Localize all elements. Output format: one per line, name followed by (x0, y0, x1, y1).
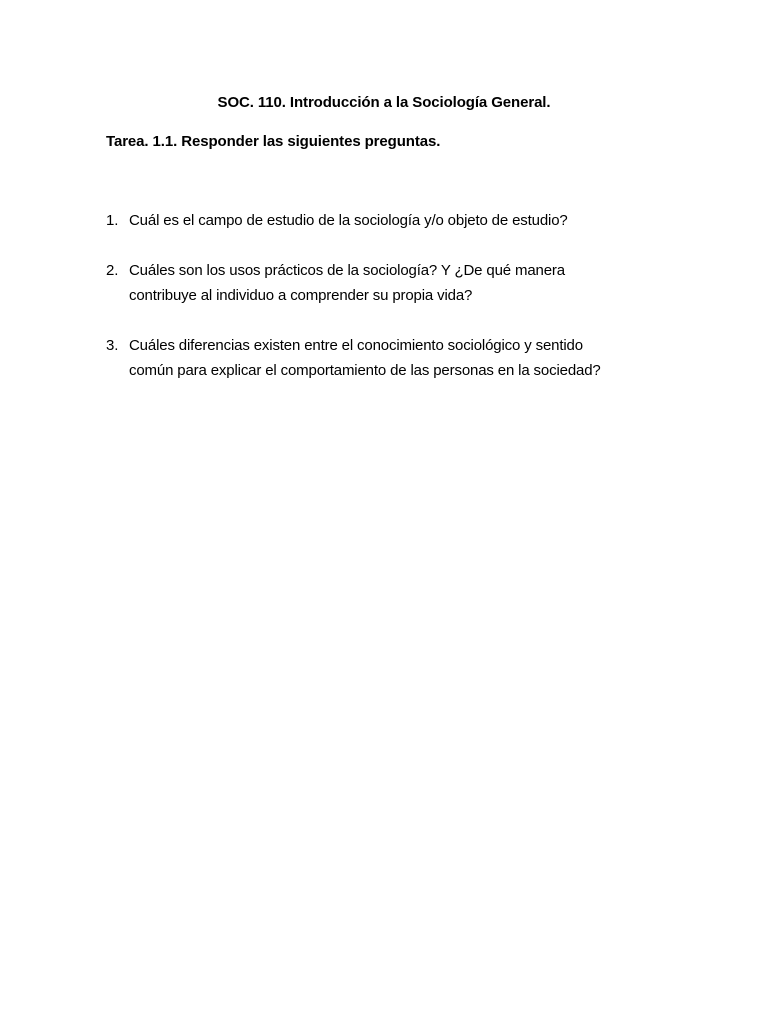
assignment-heading: Tarea. 1.1. Responder las siguientes preguntas. (106, 133, 441, 150)
question-item (106, 208, 666, 233)
question-item (106, 333, 666, 383)
document-title: SOC. 110. Introducción a la Sociología General. (217, 94, 551, 111)
question-text-continued: contribuye al individuo a comprender su propia vida? (129, 287, 473, 304)
question-number: 3. (106, 337, 119, 354)
question-text: Cuáles son los usos prácticos de la sociología? Y ¿De qué manera (129, 262, 565, 279)
question-item (106, 258, 666, 308)
question-list (106, 208, 666, 408)
question-number: 2. (106, 262, 119, 279)
question-number: 1. (106, 212, 119, 229)
question-text: Cuál es el campo de estudio de la sociología y/o objeto de estudio? (129, 212, 568, 229)
question-text: Cuáles diferencias existen entre el conocimiento sociológico y sentido (129, 337, 583, 354)
question-text-continued: común para explicar el comportamiento de las personas en la sociedad? (129, 362, 601, 379)
